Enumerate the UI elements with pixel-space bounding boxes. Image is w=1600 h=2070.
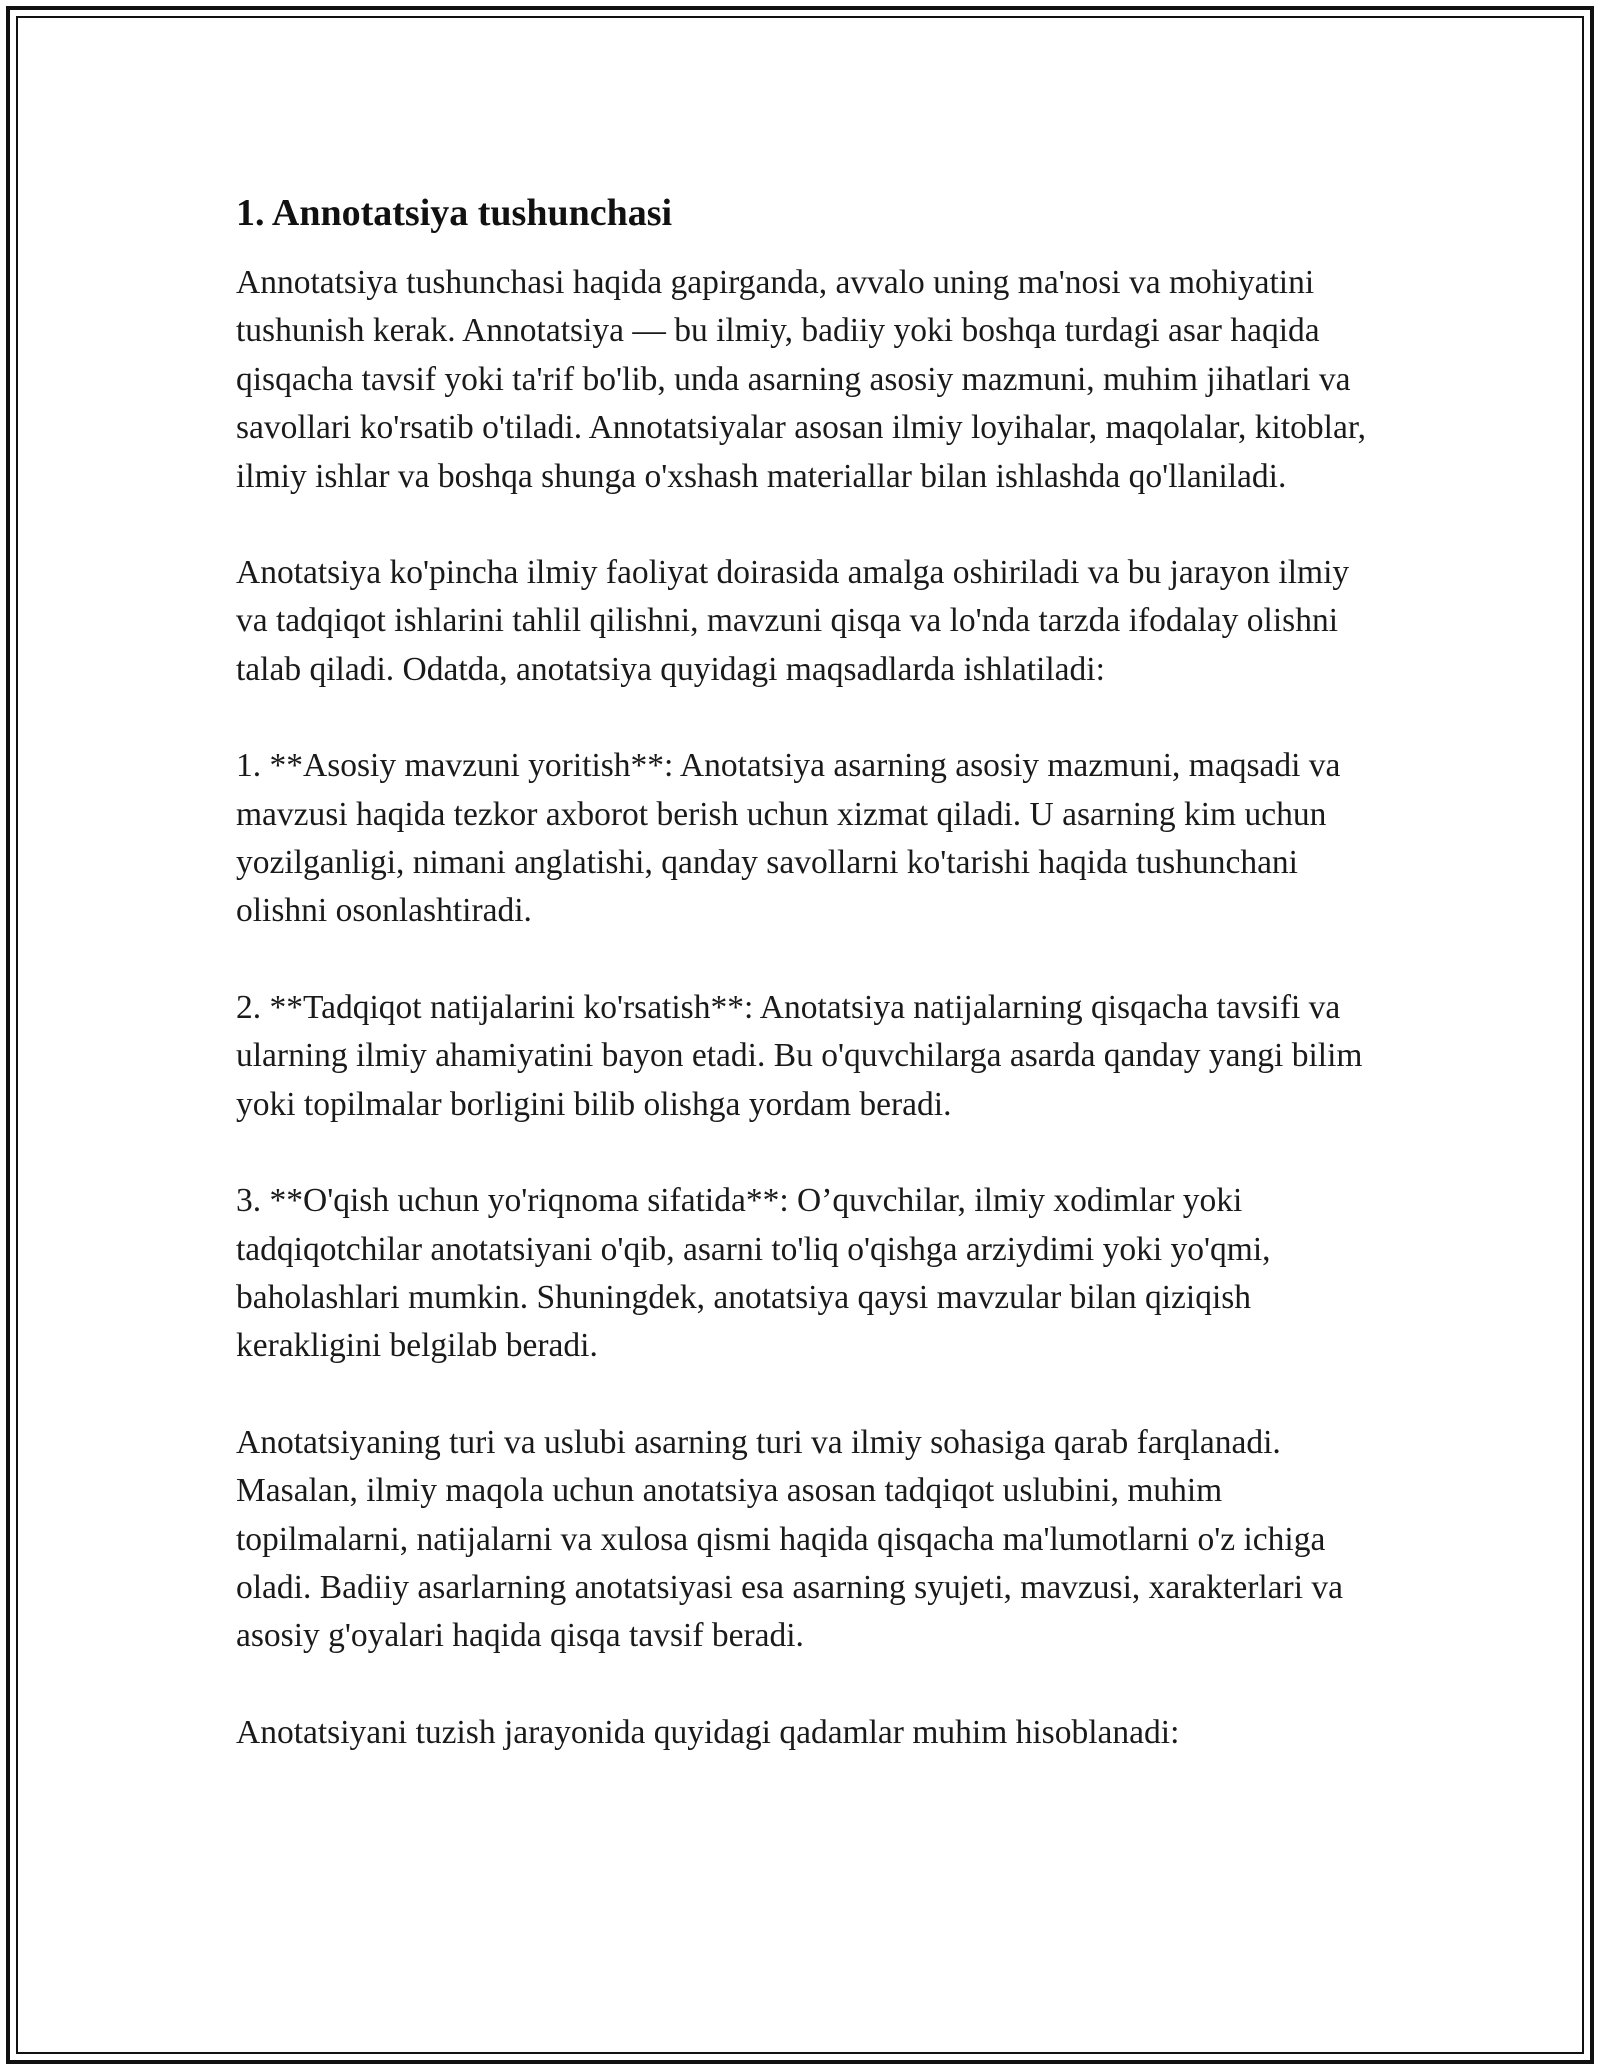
paragraph-types: Anotatsiyaning turi va uslubi asarning turi va ilmiy sohasiga qarab farqlanadi. Masalan, ilmiy maqola uchun anotatsiya asosan tadqiqot uslubini, muhim topilmalarni, natijalarni va xulosa qismi haqida qisqacha ma'lumotlarni o'z ichiga oladi. Badiiy asarlarning anotatsiyasi esa asarning syujeti, mavzusi, xarakterlari va asosiy g'oyalari haqida qisqa tavsif beradi. (236, 1423, 1344, 1655)
paragraph-usage: Anotatsiya ko'pincha ilmiy faoliyat doirasida amalga oshiriladi va bu jarayon ilmiy va tadqiqot ishlarini tahlil qilishni, mavzuni qisqa va lo'nda tarzda ifodalay olishni talab qiladi. Odatda, anotatsiya quyidagi maqsadlarda ishlatiladi: (236, 554, 1350, 688)
list-item-1: 1. **Asosiy mavzuni yoritish**: Anotatsiya asarning asosiy mazmuni, maqsadi va mavzusi haqida tezkor axborot berish uchun xizmat qiladi. U asarning kim uchun yozilganligi, nimani anglatishi, qanday savollarni ko'tarishi haqida tushunchani olishni osonlashtiradi. (236, 747, 1341, 930)
paragraph-intro: Annotatsiya tushunchasi haqida gapirganda, avvalo uning ma'nosi va mohiyatini tushunish kerak. Annotatsiya — bu ilmiy, badiiy yoki boshqa turdagi asar haqida qisqacha tavsif yoki ta'rif bo'lib, unda asarning asosiy mazmuni, muhim jihatlari va savollari ko'rsatib o'tiladi. Annotatsiyalar asosan ilmiy loyihalar, maqolalar, kitoblar, ilmiy ishlar va boshqa shunga o'xshash materiallar bilan ishlashda qo'llaniladi. (236, 264, 1367, 495)
document-body (236, 185, 1386, 1805)
section-heading: 1. Annotatsiya tushunchasi (236, 192, 673, 234)
paragraph-steps: Anotatsiyani tuzish jarayonida quyidagi qadamlar muhim hisoblanadi: (236, 1713, 1180, 1751)
list-item-2: 2. **Tadqiqot natijalarini ko'rsatish**: Anotatsiya natijalarning qisqacha tavsifi va ularning ilmiy ahamiyatini bayon etadi. Bu o'quvchilarga asarda qanday yangi bilim yoki topilmalar borligini bilib olishga yordam beradi. (236, 988, 1363, 1123)
list-item-3: 3. **O'qish uchun yo'riqnoma sifatida**: O’quvchilar, ilmiy xodimlar yoki tadqiqotchilar anotatsiyani o'qib, asarni to'liq o'qishga arziydimi yoki yo'qmi, baholashlari mumkin. Shuningdek, anotatsiya qaysi mavzular bilan qiziqish kerakligini belgilab beradi. (236, 1182, 1271, 1365)
